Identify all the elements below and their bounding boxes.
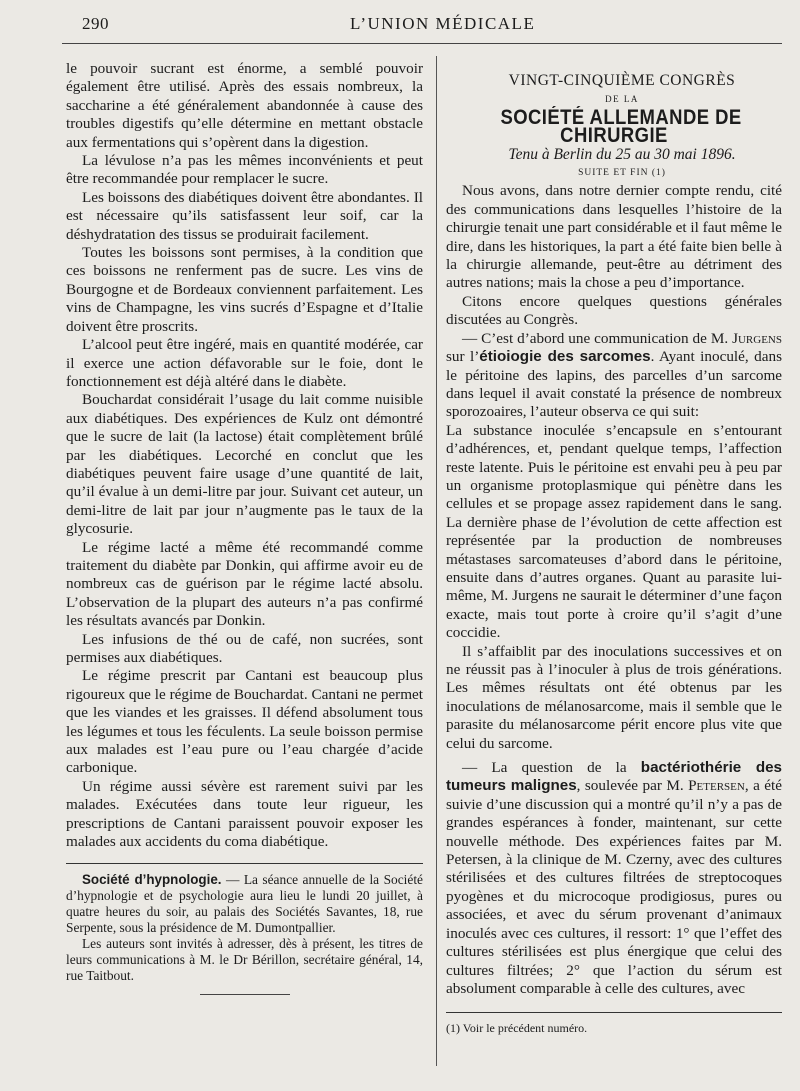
paragraph: Toutes les boissons sont permises, à la condition que ces boissons ne renferment pas de sucre. Les vins de Bourgogne et de Bordeaux conviennent parfaitement. Les vins de Champagne, les vins sucrés d’Espagne et d’Italie doivent être proscrits. [66, 244, 423, 335]
left-column [66, 60, 423, 995]
paragraph: Un régime aussi sévère est rarement suivi par les malades. Exécutées dans toute leur rigueur, les prescriptions de Cantani paraissent pouvoir exposer les malades aux accidents du coma diabétique. [66, 777, 423, 851]
running-title: L’UNION MÉDICALE [350, 14, 536, 33]
author-name: Petersen [688, 777, 745, 795]
paragraph: — C’est d’abord une communication de M. Jurgens sur l’étioiogie des sarcomes. Ayant inoculé, dans le péritoine des lapins, des parcelles d’un sarcome dans lequel il avait constaté la présence de nombreux sporozoaires, l’auteur observa ce qui suit: [446, 329, 782, 421]
page-header [0, 0, 800, 44]
right-column [446, 72, 782, 1038]
notice-title: Société d’hypnologie. [82, 872, 222, 888]
congress-dates: Tenu à Berlin du 25 au 30 mai 1896. [508, 145, 736, 163]
column-divider [436, 56, 437, 1066]
congress-heading-de-la: DE LA [605, 94, 639, 105]
paragraph: — La question de la bactériothérie des tumeurs malignes, soulevée par M. Petersen, a été suivie d’une discussion qui a montré qu’il n’y a pas de grandes espérances à fonder, maintenant, sur cette nouvelle méthode. Des expériences faites par M. Petersen, à la clinique de M. Czerny, avec des cultures stérilisées et des cultures filtrées de streptocoques pyogènes et du microcoque prodigiosus, pures ou associées, et avec du sérum provenant d’animaux inoculés avec ces cultures, il ressort: 1° que l’effet des cultures stérilisées est plus énergique que celui des cultures filtrées; 2° que l’action du sérum est absolument comparable à celle des cultures, avec [446, 759, 782, 997]
suite-et-fin: SUITE ET FIN (1) [578, 168, 666, 179]
paragraph: Nous avons, dans notre dernier compte rendu, cité des communications dans lesquelles l’histoire de la chirurgie tenait une part considérable et il faut même le dire, dans les historiques, la part a été faite bien belle à la chirurgie allemande, peut-être au détriment des autres nations; mais la chose a peu d’importance. [446, 182, 782, 292]
topic-bacteriotherie: bactériothérie des tumeurs malignes [446, 759, 782, 795]
paragraph: Le régime lacté a même été recommandé comme traitement du diabète par Donkin, qui affirme avoir eu de nombreux cas de guérison par le régime lacté absolu. L’observation de la plupart des auteurs n’a pas confirmé les résultats avancés par Donkin. [66, 538, 423, 630]
end-rule [200, 994, 290, 995]
notice [66, 872, 423, 984]
notice-rule [66, 863, 423, 864]
paragraph: Bouchardat considérait l’usage du lait comme nuisible aux diabétiques. Des expériences de Kulz ont démontré que le sucre de lait (la lactose) était complètement brûlé par les diabétiques. Lecorché en conclut que les diabétiques peuvent faire usage d’une quantité de lait, qu’il évalue à un demi-litre par jour. Suivant cet auteur, un demi-litre de lait par jour n’augmente pas le taux de la glycosurie. [66, 391, 423, 538]
page-number: 290 [82, 14, 109, 33]
paragraph: le pouvoir sucrant est énorme, a semblé pouvoir également être utilisé. Après des essais nombreux, la saccharine a été généralement abandonnée à cause des troubles digestifs qu’elle détermine en mettant obstacle aux fermentations qui s’opèrent dans la digestion. [66, 60, 423, 151]
author-name: Jurgens [732, 329, 782, 347]
congress-heading: VINGT-CINQUIÈME CONGRÈS [508, 72, 736, 89]
notice-text: — La séance annuelle de la Société d’hypnologie et de psychologie aura lieu le lundi 20 juillet, à quatre heures du soir, au palais des Sociétés Savantes, 18, rue Serpente, sous la présidence de M. Dumontpallier. [66, 872, 423, 936]
paragraph: Les infusions de thé ou de café, non sucrées, sont permises aux diabétiques. [66, 630, 423, 666]
society-title: SOCIÉTÉ ALLEMANDE DE CHIRURGIE [500, 105, 742, 148]
header-rule [62, 43, 782, 44]
paragraph: Il s’affaiblit par des inoculations successives et on ne réussit pas à l’inoculer à plus de trois générations. Les mêmes résultats ont été obtenus par les inoculations de mélanosarcome, mais il semble que le parasite du mélanosarcome périt encore plus vite que celui du sarcome. [446, 642, 782, 752]
footnote-rule [446, 1012, 782, 1013]
paragraph: Le régime prescrit par Cantani est beaucoup plus rigoureux que le régime de Bouchardat. Cantani ne permet que les viandes et les graisses. Il défend absolument tous les légumes et tous les féculents. La seule boisson permise aux malades est l’eau pure ou l’eau chargée d’acide carbonique. [66, 667, 423, 777]
notice-text-2: Les auteurs sont invités à adresser, dès à présent, les titres de leurs communications à M. le Dr Bérillon, secrétaire général, 14, rue Taitbout. [66, 936, 423, 984]
footnote: (1) Voir le précédent numéro. [446, 1021, 588, 1036]
paragraph: La substance inoculée s’encapsule en s’entourant d’adhérences, et, pendant quelque temps, l’affection reste latente. Puis le péritoine est envahi peu à peu par un organisme protoplasmique qui pénètre dans les cellules et se propage assez rapidement dans le sang. La dernière phase de l’évolution de cette affection est représentée par la production de nombreuses métastases sarcomateuses d’abord dans le péritoine, ensuite dans d’autres organes. Quant au parasite lui-même, M. Jurgens ne saurait le déterminer d’une façon exacte, mais tout porte à croire qu’il s’agit d’une coccidie. [446, 421, 782, 642]
paragraph: L’alcool peut être ingéré, mais en quantité modérée, car il exerce une action défavorable sur le foie, dont le fonctionnement est déjà altéré dans le diabète. [66, 336, 423, 390]
paragraph: Citons encore quelques questions générales discutées au Congrès. [446, 292, 782, 329]
paragraph: Les boissons des diabétiques doivent être abondantes. Il est nécessaire qu’ils satisfassent leur soif, car la déshydratation des tissus se produirait facilement. [66, 188, 423, 243]
paragraph: La lévulose n’a pas les mêmes inconvénients et peut être recommandée pour remplacer le sucre. [66, 152, 423, 188]
topic-etiologie: étioiogie des sarcomes [479, 348, 651, 366]
